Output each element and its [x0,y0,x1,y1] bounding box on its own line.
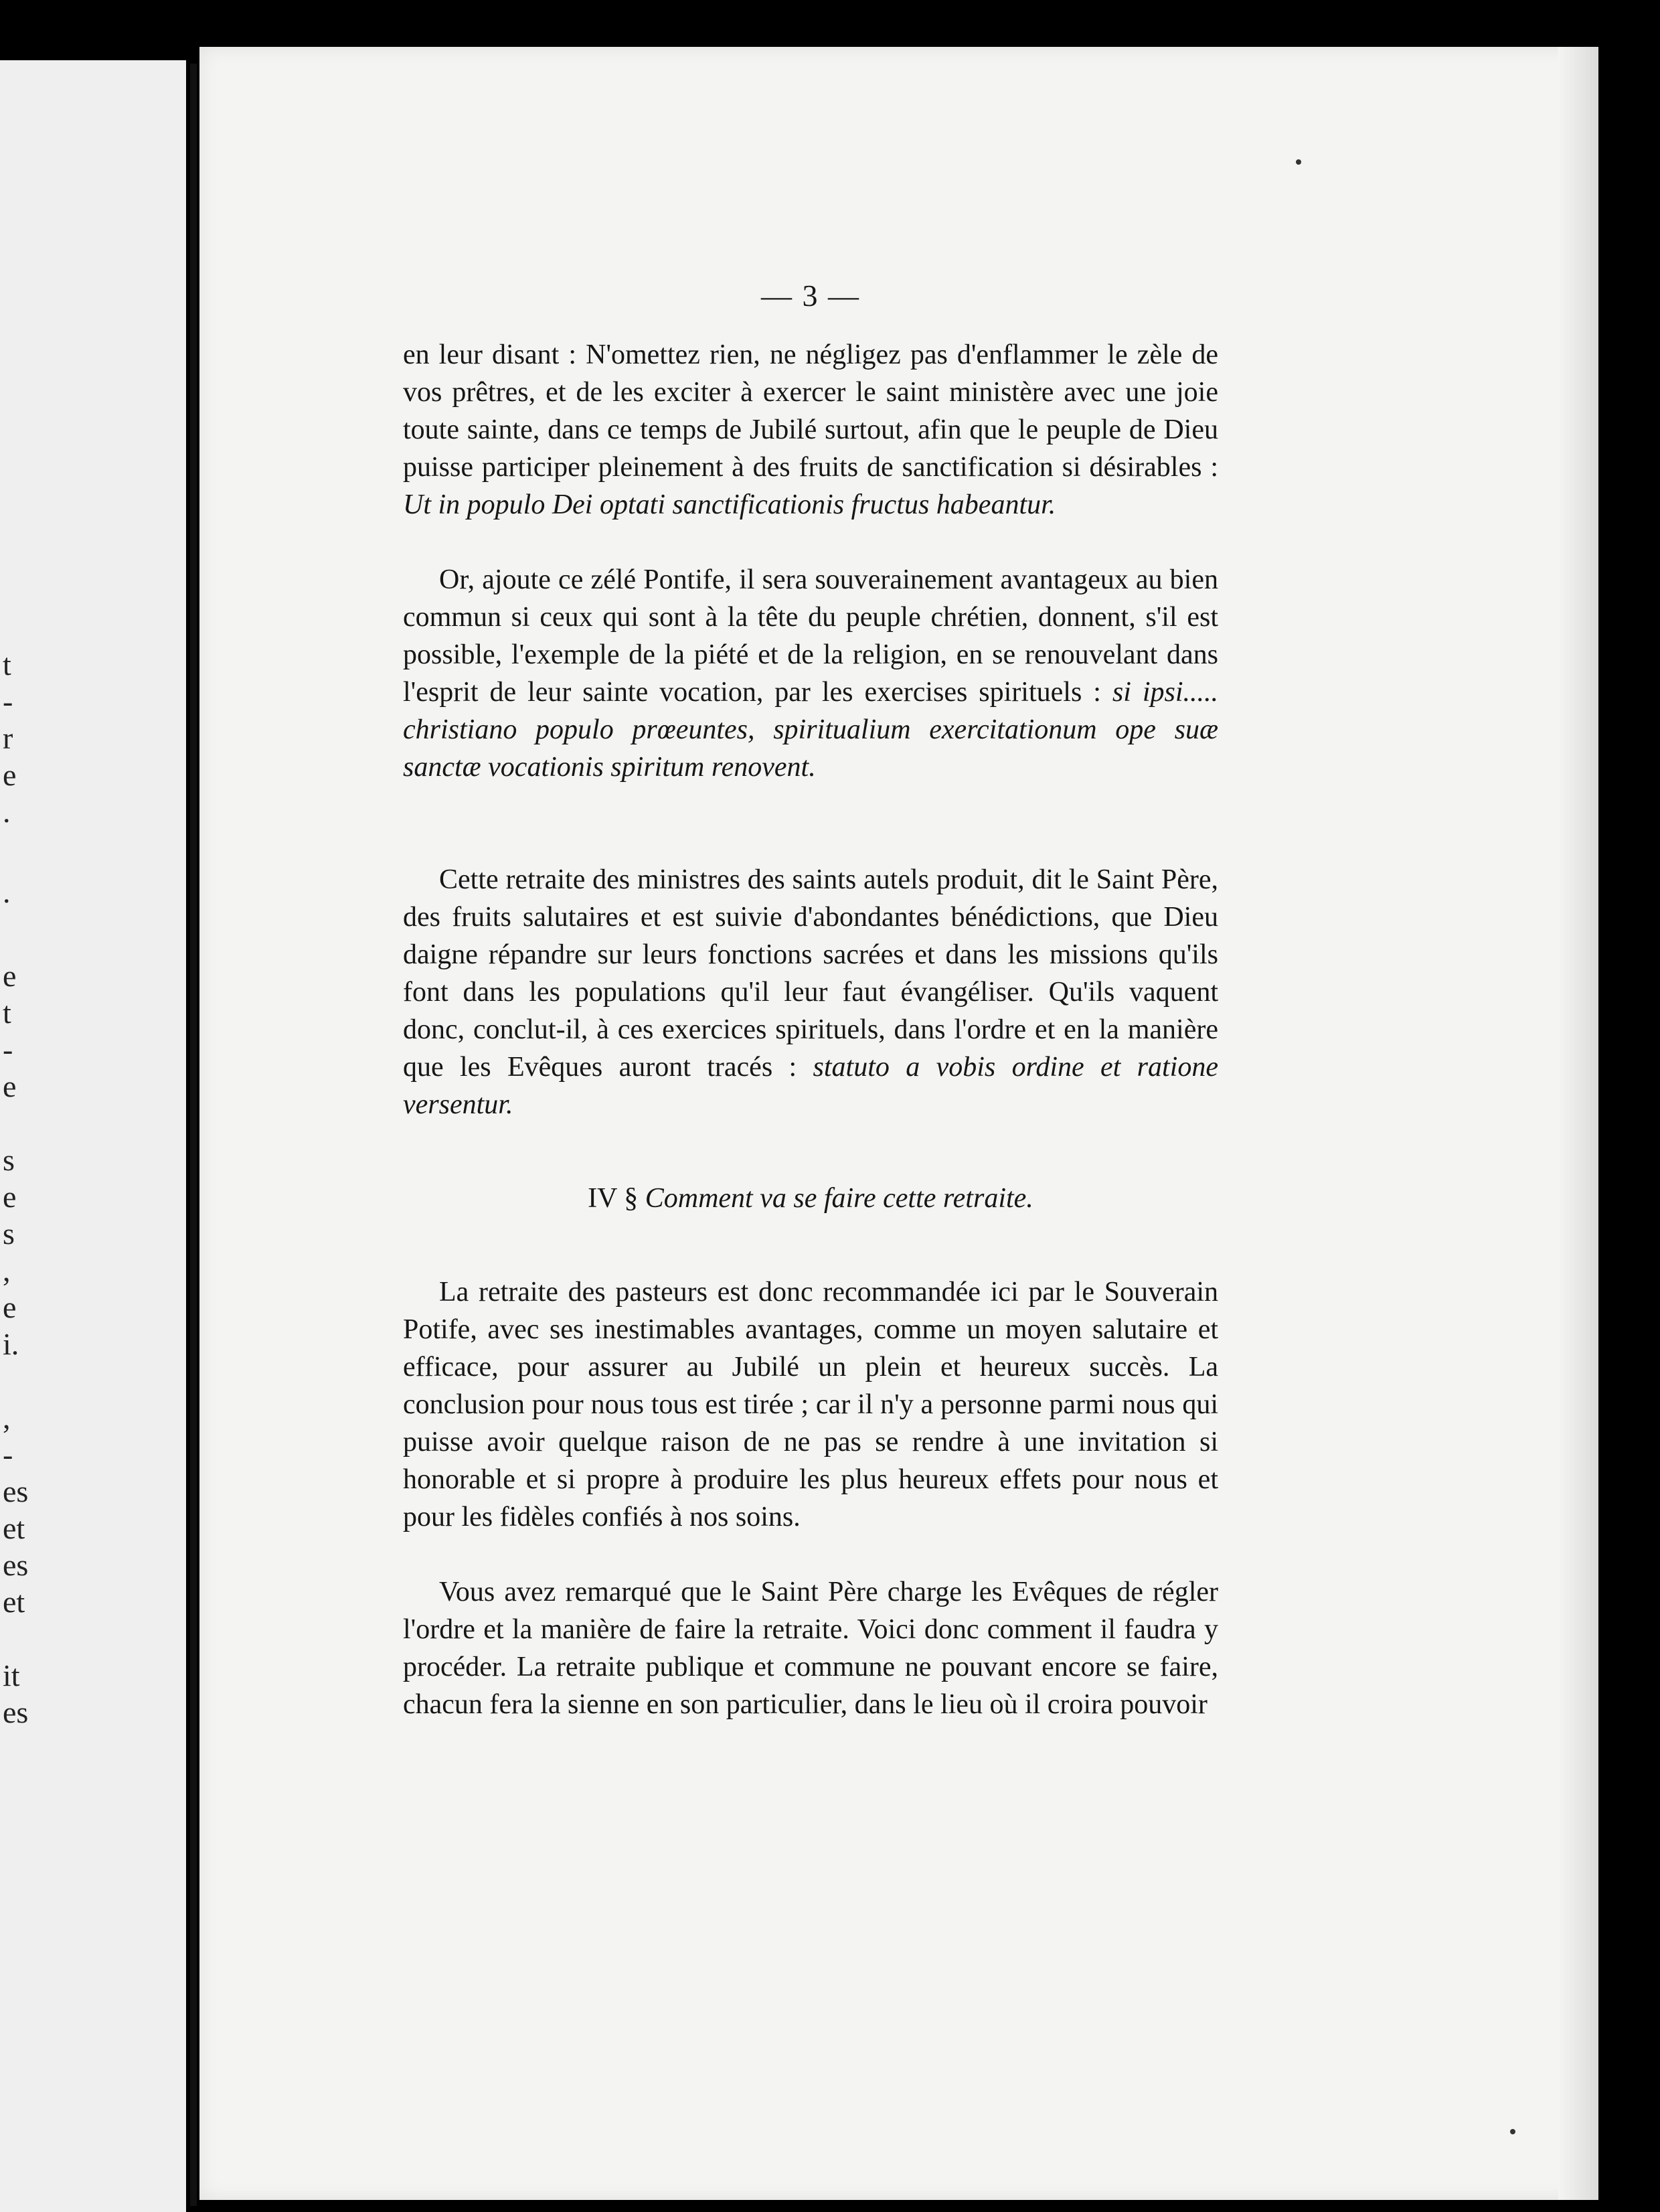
facing-page-strip [0,60,186,2212]
paragraph-2 [403,561,1218,786]
facing-page-fragment: s [3,1216,15,1251]
paragraph-5 [403,1573,1218,1723]
facing-page-fragment: e [3,1290,17,1324]
facing-page-fragment: - [3,1437,13,1472]
ink-speck [1510,2129,1515,2134]
facing-page-fragment: , [3,1401,11,1435]
paragraph-3 [403,861,1218,1123]
facing-page-fragment: et [3,1511,25,1545]
paragraph-1-text: en leur disant : N'omettez rien, ne négligez pas d'enflammer le zèle de vos prêtres, et de les exciter à exercer le saint ministère avec une joie toute sainte, dans ce temps de Jubilé surtout, afin que le peuple de Dieu puisse participer pleinement à des fruits de sanctification si désirables : [403,339,1218,483]
facing-page-fragment: , [3,1253,11,1287]
facing-page-fragment: t [3,647,11,682]
section-number: IV § [588,1183,639,1214]
ink-speck [1296,159,1301,165]
facing-page-fragment: e [3,1069,17,1103]
paragraph-3-latin-quote: statuto a vobis ordine et ratione versentur. [403,1052,1218,1120]
paragraph-4-text: La retraite des pasteurs est donc recommandée ici par le Souverain Potife, avec ses inestimables avantages, comme un moyen salutaire et efficace, pour assurer au Jubilé un plein et heureux succès. La conclusion pour nous tous est tirée ; car il n'y a personne parmi nous qui puisse avoir quelque raison de ne pas se rendre à une invitation si honorable et si propre à produire les plus heureux effets pour nous et pour les fidèles confiés à nos soins. [403,1277,1218,1532]
facing-page-fragment: i. [3,1327,19,1361]
paragraph-4 [403,1273,1218,1536]
section-heading [403,1180,1218,1217]
paragraph-5-text: Vous avez remarqué que le Saint Père charge les Evêques de régler l'ordre et la manière de faire la retraite. Voici donc comment il faudra y procéder. La retraite publique et commune ne pouvant encore se faire, chacun fera la sienne en son particulier, dans le lieu où il croira pouvoir [403,1577,1218,1720]
facing-page-fragment: - [3,684,13,718]
facing-page-fragment: it [3,1658,20,1692]
facing-page-fragment: es [3,1695,29,1729]
book-page [199,47,1598,2200]
facing-page-fragment: e [3,959,17,993]
facing-page-fragment: e [3,758,17,792]
page-edge-shadow [1558,47,1598,2200]
facing-page-fragment: e [3,1180,17,1214]
facing-page-fragment: . [3,875,11,909]
section-title: Comment va se faire cette retraite. [645,1183,1033,1214]
paragraph-1 [403,336,1218,524]
facing-page-fragment: t [3,996,11,1030]
page-number: — 3 — [761,279,860,313]
facing-page-fragment: s [3,1143,15,1177]
facing-page-fragment: et [3,1585,25,1619]
book-gutter [190,64,197,2206]
paragraph-2-latin-quote: si ipsi..... christiano populo prœeuntes, spiritualium exercitationum ope suæ sanctæ vocationis spiritum renovent. [403,677,1218,783]
facing-page-fragment: . [3,795,11,829]
facing-page-fragment: - [3,1032,13,1066]
paragraph-3-text: Cette retraite des ministres des saints autels produit, dit le Saint Père, des fruits salutaires et est suivie d'abondantes bénédictions, que Dieu daigne répandre sur leurs fonctions sacrées et dans les missions qu'ils font dans les populations qu'il leur faut évangéliser. Qu'ils vaquent donc, conclut-il, à ces exercices spirituels, dans l'ordre et en la manière que les Evêques auront tracés : [403,864,1218,1083]
paragraph-2-text: Or, ajoute ce zélé Pontife, il sera souverainement avantageux au bien commun si ceux qui sont à la tête du peuple chrétien, donnent, s'il est possible, l'exemple de la piété et de la religion, en se renouvelant dans l'esprit de leur sainte vocation, par les exercises spirituels : [403,564,1218,708]
facing-page-fragment: es [3,1474,29,1508]
paragraph-1-latin-quote: Ut in populo Dei optati sanctificationis fructus habeantur. [403,489,1056,520]
facing-page-fragment: es [3,1548,29,1582]
facing-page-fragment: r [3,721,13,755]
